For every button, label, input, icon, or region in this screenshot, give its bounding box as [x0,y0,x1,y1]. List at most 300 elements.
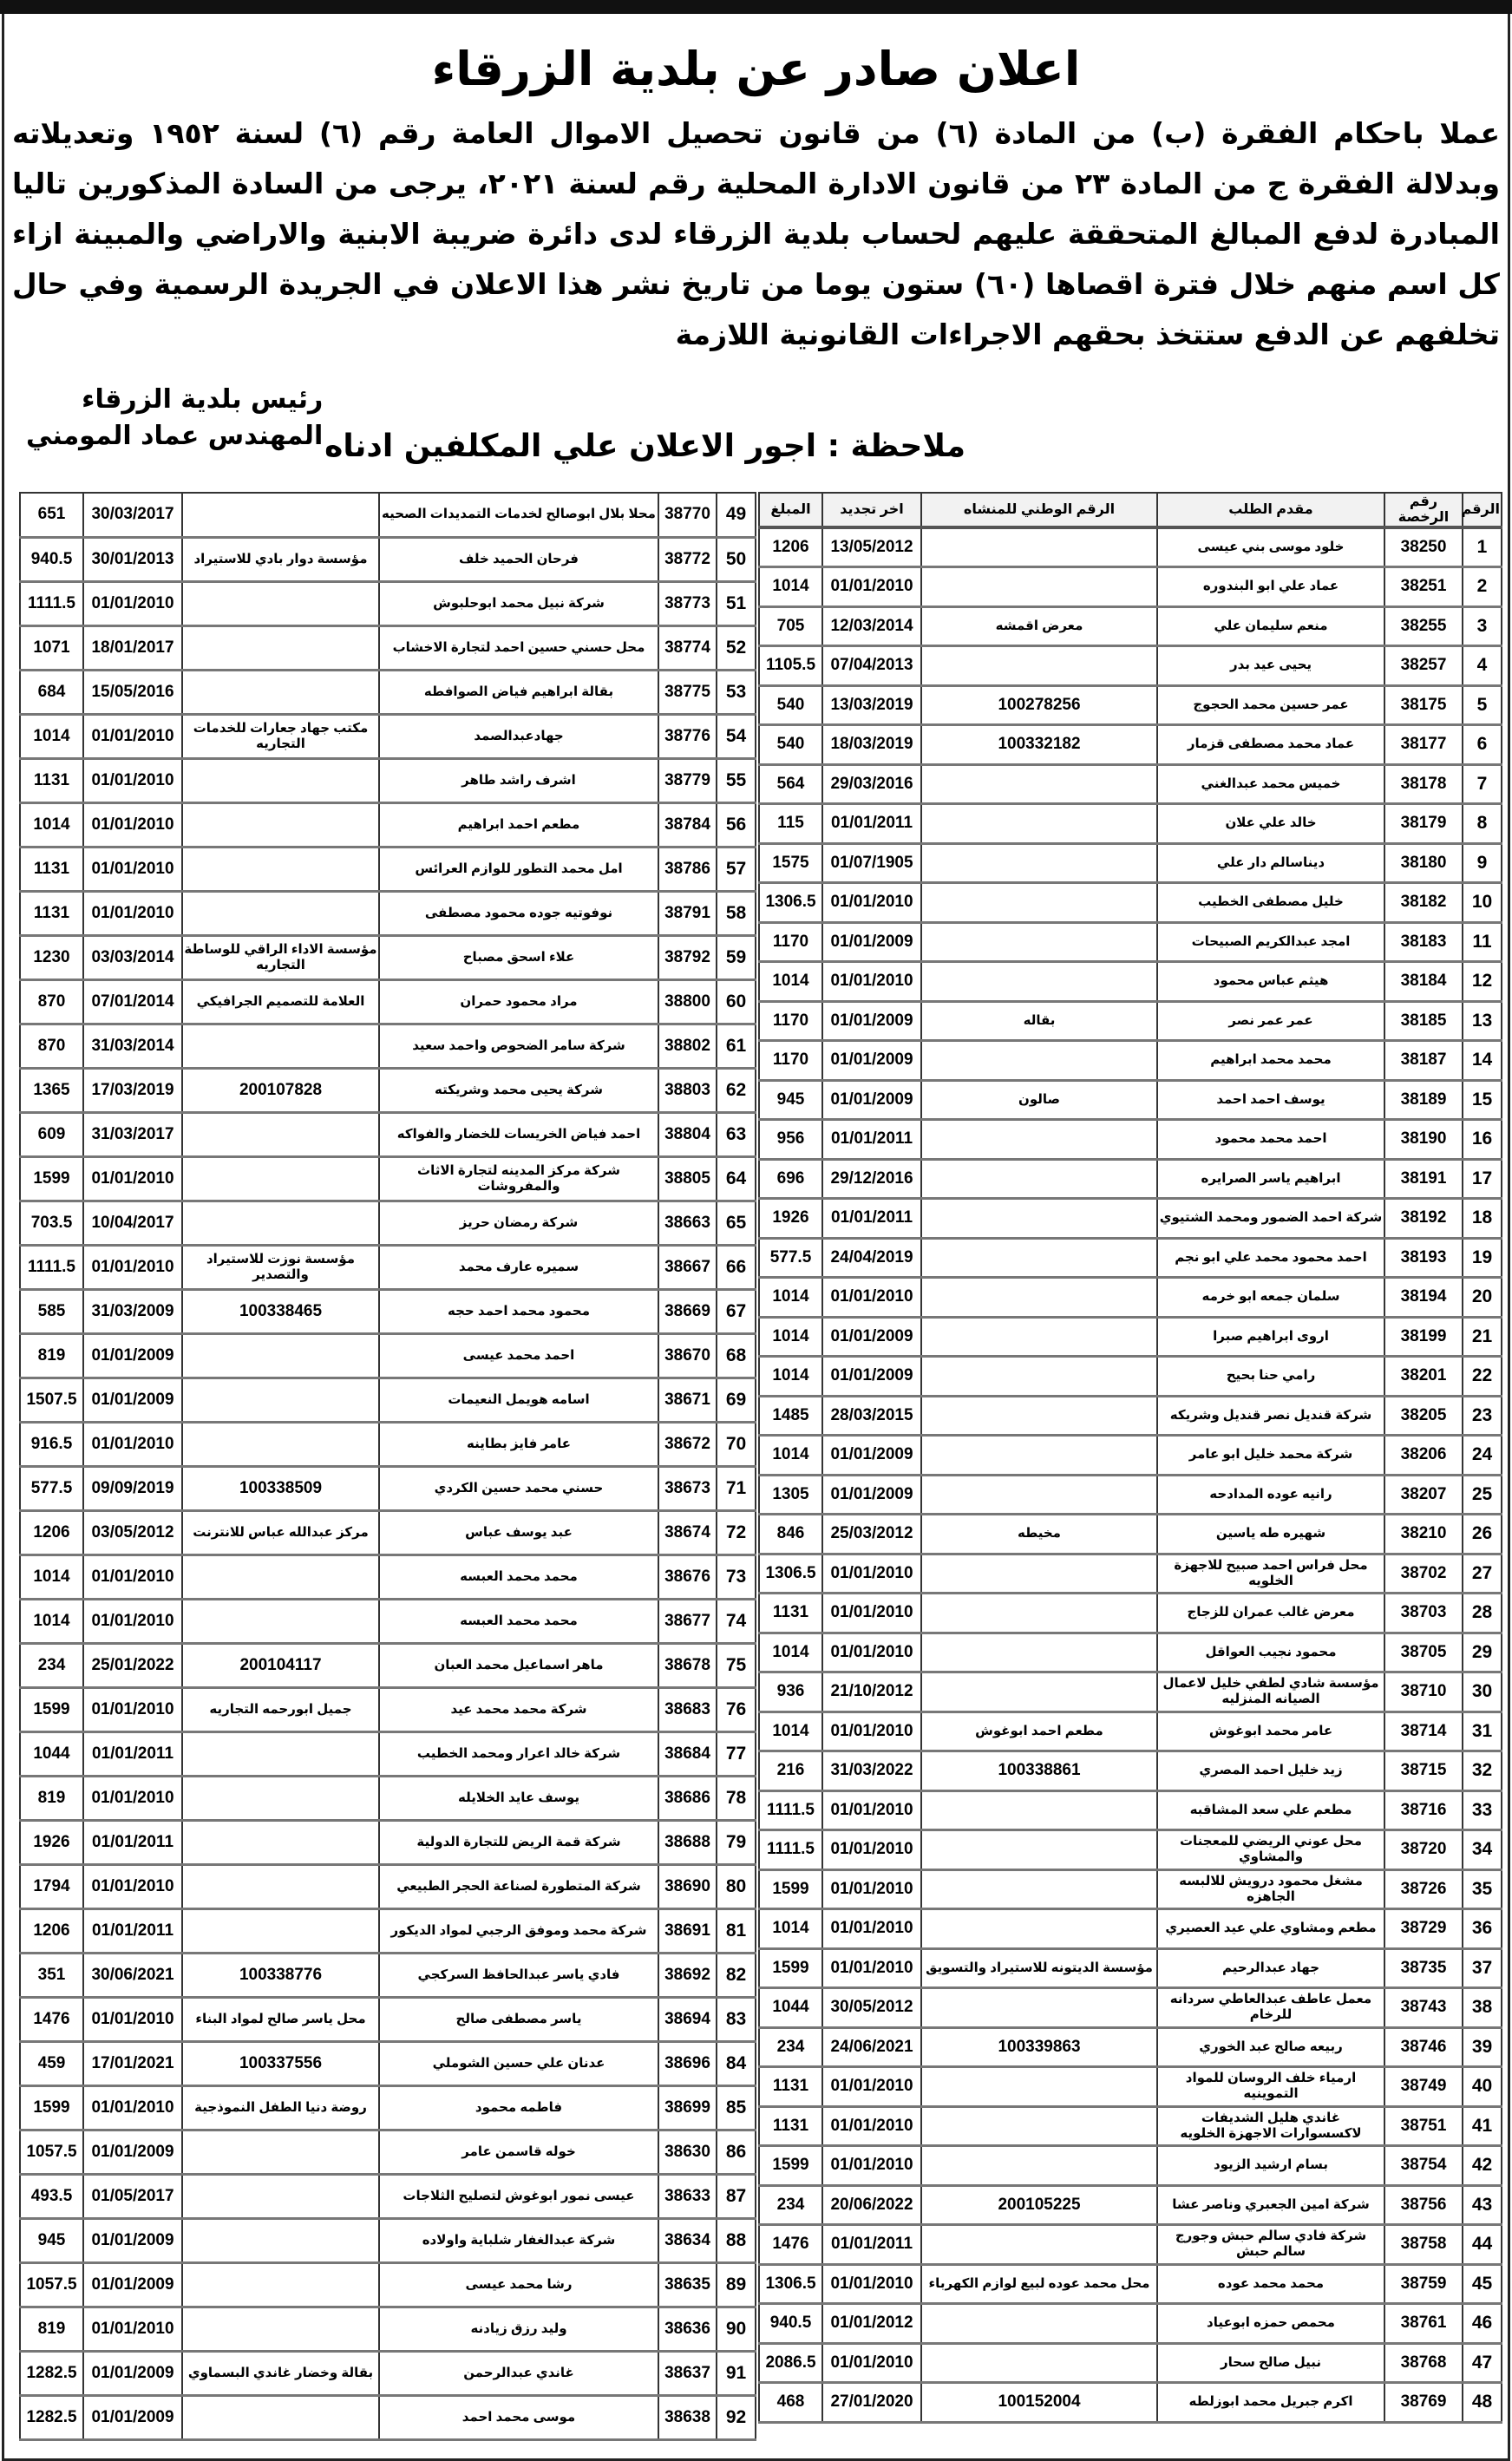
applicant-name-cell: جهاد عبدالرحيم [1157,1948,1384,1988]
last-renewal-cell: 01/01/2010 [83,2085,182,2130]
applicant-name-cell: ارمياء خلف الروسان للمواد التموينيه [1157,2067,1384,2107]
applicant-name-cell: زيد خليل احمد المصري [1157,1751,1384,1791]
amount-cell: 234 [20,1643,83,1687]
last-renewal-cell: 01/01/2010 [822,1554,921,1594]
last-renewal-cell: 17/03/2019 [83,1068,182,1112]
license-number-cell: 38803 [658,1068,717,1112]
row-number-cell: 13 [1463,1001,1502,1041]
row-number-cell: 59 [717,935,756,979]
license-number-cell: 38630 [658,2130,717,2174]
applicant-name-cell: معمل عاطف عبدالعاطي سردانه للرخام [1157,1988,1384,2028]
national-id-cell: 100337556 [182,2041,379,2085]
table-row [20,2351,756,2395]
license-number-cell: 38175 [1384,685,1463,725]
applicant-name-cell: موسى محمد احمد [379,2395,658,2439]
table-row [20,1953,756,1997]
last-renewal-cell: 25/01/2022 [83,1643,182,1687]
table-row [759,1633,1502,1672]
table-row [20,1864,756,1908]
amount-cell: 1014 [759,1357,822,1397]
applicant-name-cell: رانيه عوده المدادحه [1157,1475,1384,1515]
national-id-cell [182,2130,379,2174]
national-id-cell: مؤسسة دوار بادي للاستيراد [182,537,379,581]
last-renewal-cell: 27/01/2020 [822,2383,921,2423]
last-renewal-cell: 31/03/2014 [83,1024,182,1068]
row-number-cell: 45 [1463,2264,1502,2304]
signature-title: رئيس بلدية الزرقاء [82,384,324,415]
row-number-cell: 43 [1463,2185,1502,2225]
license-number-cell: 38636 [658,2307,717,2351]
amount-cell: 1599 [759,1869,822,1909]
table-row [20,758,756,802]
applicant-name-cell: محل عوني الريضي للمعجنات والمشاوي [1157,1830,1384,1870]
national-id-cell: بقاله [921,1001,1157,1041]
amount-cell: 577.5 [20,1466,83,1510]
table-row [759,1869,1502,1909]
last-renewal-cell: 01/01/2009 [822,1475,921,1515]
national-id-cell [921,527,1157,567]
amount-cell: 1206 [759,527,822,567]
table-row [759,2067,1502,2107]
national-id-cell: 200105225 [921,2185,1157,2225]
applicant-name-cell: بسام ارشيد الزيود [1157,2146,1384,2186]
applicant-name-cell: احمد محمد محمود [1157,1120,1384,1160]
national-id-cell: مؤسسة الاداء الراقي للوساطة التجاريه [182,935,379,979]
applicant-name-cell: خوله قاسمن عامر [379,2130,658,2174]
last-renewal-cell: 15/05/2016 [83,670,182,714]
table-row [759,1120,1502,1160]
national-id-cell [921,764,1157,804]
license-number-cell: 38802 [658,1024,717,1068]
last-renewal-cell: 18/03/2019 [822,725,921,765]
amount-cell: 1111.5 [20,581,83,625]
last-renewal-cell: 01/01/2010 [822,1948,921,1988]
row-number-cell: 25 [1463,1475,1502,1515]
amount-cell: 1044 [20,1731,83,1776]
table-row [20,847,756,891]
row-number-cell: 55 [717,758,756,802]
row-number-cell: 77 [717,1731,756,1776]
table-row [759,685,1502,725]
applicant-name-cell: وليد رزق زيادنه [379,2307,658,2351]
amount-cell: 651 [20,493,83,537]
amount-cell: 234 [759,2185,822,2225]
applicant-name-cell: هيثم عباس محمود [1157,962,1384,1002]
table-row [759,2185,1502,2225]
amount-cell: 351 [20,1953,83,1997]
table-row [20,493,756,537]
national-id-cell [182,1908,379,1953]
license-number-cell: 38683 [658,1687,717,1731]
last-renewal-cell: 01/01/2010 [822,2343,921,2383]
applicant-name-cell: عمر عمر نصر [1157,1001,1384,1041]
national-id-cell [182,1864,379,1908]
amount-cell: 1014 [759,567,822,607]
row-number-cell: 84 [717,2041,756,2085]
license-number-cell: 38703 [1384,1594,1463,1633]
applicant-name-cell: شركة سامر الضحوص واحمد سعيد [379,1024,658,1068]
national-id-cell [921,1238,1157,1278]
row-number-cell: 92 [717,2395,756,2439]
applicant-name-cell: اسامه هويمل النعيمات [379,1378,658,1422]
license-number-cell: 38792 [658,935,717,979]
applicant-name-cell: غاندي هليل الشديفات لاكسسوارات الاجهزة الخلويه [1157,2106,1384,2146]
row-number-cell: 87 [717,2174,756,2218]
row-number-cell: 44 [1463,2225,1502,2265]
table-row [759,843,1502,883]
table-row [20,1908,756,1953]
national-id-cell [921,1159,1157,1199]
last-renewal-cell: 28/03/2015 [822,1396,921,1436]
license-number-cell: 38702 [1384,1554,1463,1594]
row-number-cell: 67 [717,1289,756,1333]
last-renewal-cell: 07/04/2013 [822,646,921,686]
row-number-cell: 23 [1463,1396,1502,1436]
license-number-cell: 38191 [1384,1159,1463,1199]
national-id-cell: مؤسسة نوزت للاستيراد والتصدير [182,1245,379,1289]
amount-cell: 945 [20,2218,83,2262]
national-id-cell [921,1909,1157,1949]
amount-cell: 1131 [20,891,83,935]
row-number-cell: 7 [1463,764,1502,804]
row-number-cell: 81 [717,1908,756,1953]
national-id-cell: بقالة وخضار غاندي البسماوي [182,2351,379,2395]
amount-cell: 1599 [759,2146,822,2186]
amount-cell: 1794 [20,1864,83,1908]
applicant-name-cell: شركة نبيل محمد ابوحلبوش [379,581,658,625]
table-row [759,1396,1502,1436]
license-number-cell: 38772 [658,537,717,581]
row-number-cell: 80 [717,1864,756,1908]
row-number-cell: 76 [717,1687,756,1731]
amount-cell: 577.5 [759,1238,822,1278]
national-id-cell [921,1633,1157,1672]
national-id-cell [921,646,1157,686]
row-number-cell: 16 [1463,1120,1502,1160]
applicant-name-cell: عماد علي ابو البندوره [1157,567,1384,607]
amount-cell: 819 [20,1776,83,1820]
national-id-cell: صالون [921,1080,1157,1120]
last-renewal-cell: 01/01/2009 [83,1333,182,1378]
row-number-cell: 26 [1463,1515,1502,1554]
applicant-name-cell: فادي ياسر عبدالحافظ السركجي [379,1953,658,1997]
national-id-cell [921,1830,1157,1870]
amount-cell: 1044 [759,1988,822,2028]
license-number-cell: 38187 [1384,1041,1463,1081]
table-row [20,1245,756,1289]
national-id-cell: روضة دنيا الطفل النموذجية [182,2085,379,2130]
license-number-cell: 38746 [1384,2027,1463,2067]
amount-cell: 936 [759,1672,822,1712]
last-renewal-cell: 01/01/2010 [83,1599,182,1643]
amount-cell: 585 [20,1289,83,1333]
amount-cell: 1170 [759,922,822,962]
national-id-cell: محل ياسر صالح لمواد البناء [182,1997,379,2041]
table-row [20,1156,756,1201]
license-number-cell: 38250 [1384,527,1463,567]
table-row [759,1199,1502,1239]
amount-cell: 493.5 [20,2174,83,2218]
national-id-cell [182,847,379,891]
national-id-cell [182,1378,379,1422]
license-number-cell: 38776 [658,714,717,758]
row-number-cell: 33 [1463,1790,1502,1830]
last-renewal-cell: 01/01/2009 [822,922,921,962]
last-renewal-cell: 01/01/2012 [822,2304,921,2344]
license-number-cell: 38193 [1384,1238,1463,1278]
license-number-cell: 38637 [658,2351,717,2395]
row-number-cell: 53 [717,670,756,714]
license-number-cell: 38635 [658,2262,717,2307]
table-row [759,883,1502,923]
applicant-name-cell: اشرف راشد طاهر [379,758,658,802]
applicant-name-cell: عمر حسين محمد الحجوج [1157,685,1384,725]
license-number-cell: 38672 [658,1422,717,1466]
amount-cell: 1306.5 [759,883,822,923]
national-id-cell [921,883,1157,923]
last-renewal-cell: 01/01/2009 [83,2262,182,2307]
amount-cell: 1071 [20,625,83,670]
applicant-name-cell: علاء اسحق مصباح [379,935,658,979]
signature-name: المهندس عماد المومني [26,421,324,451]
amount-cell: 216 [759,1751,822,1791]
table-row [20,1422,756,1466]
amount-cell: 819 [20,1333,83,1378]
last-renewal-cell: 01/01/2010 [83,891,182,935]
license-number-cell: 38688 [658,1820,717,1864]
national-id-cell [182,1156,379,1201]
last-renewal-cell: 12/03/2014 [822,606,921,646]
applicant-name-cell: محمود محمد احمد حجه [379,1289,658,1333]
table-row [759,1001,1502,1041]
applicant-name-cell: احمد محمود محمد علي ابو نجم [1157,1238,1384,1278]
applicant-name-cell: مطعم ومشاوي علي عيد العصيري [1157,1909,1384,1949]
national-id-cell: مؤسسة الديتونه للاستيراد والتسويق [921,1948,1157,1988]
national-id-cell [921,1199,1157,1239]
table-row [20,1378,756,1422]
applicant-name-cell: غاندي عبدالرحمن [379,2351,658,2395]
applicant-name-cell: شركة محمد محمد عيد [379,1687,658,1731]
national-id-cell [182,1599,379,1643]
license-number-cell: 38786 [658,847,717,891]
applicant-name-cell: شركة قنديل نصر قنديل وشريكه [1157,1396,1384,1436]
last-renewal-cell: 01/01/2010 [822,1278,921,1318]
amount-cell: 1282.5 [20,2351,83,2395]
applicant-name-cell: مطعم علي سعد المشاقبه [1157,1790,1384,1830]
applicant-name-cell: شركة قمة الريض للتجارة الدولية [379,1820,658,1864]
col-header-license: رقم الرخصة [1384,493,1463,527]
amount-cell: 819 [20,2307,83,2351]
amount-cell: 468 [759,2383,822,2423]
license-number-cell: 38691 [658,1908,717,1953]
national-id-cell [921,1357,1157,1397]
table-row [20,802,756,847]
row-number-cell: 51 [717,581,756,625]
amount-cell: 1476 [20,1997,83,2041]
row-number-cell: 78 [717,1776,756,1820]
applicant-name-cell: شركة محمد وموفق الرجبي لمواد الديكور [379,1908,658,1953]
row-number-cell: 47 [1463,2343,1502,2383]
applicant-name-cell: شركة خالد اعرار ومحمد الخطيب [379,1731,658,1776]
amount-cell: 1170 [759,1041,822,1081]
national-id-cell [921,1790,1157,1830]
amount-cell: 940.5 [20,537,83,581]
license-number-cell: 38684 [658,1731,717,1776]
national-id-cell [921,567,1157,607]
amount-cell: 1599 [759,1948,822,1988]
national-id-cell [182,2395,379,2439]
applicant-name-cell: ربيعه صالح عبد الخوري [1157,2027,1384,2067]
license-number-cell: 38699 [658,2085,717,2130]
national-id-cell: 100338861 [921,1751,1157,1791]
applicant-name-cell: فرحان الحميد خلف [379,537,658,581]
national-id-cell [182,2307,379,2351]
license-number-cell: 38184 [1384,962,1463,1002]
row-number-cell: 65 [717,1201,756,1245]
applicant-name-cell: محمد محمد العبسه [379,1554,658,1599]
license-number-cell: 38207 [1384,1475,1463,1515]
national-id-cell [921,1041,1157,1081]
last-renewal-cell: 01/01/2010 [83,758,182,802]
license-number-cell: 38791 [658,891,717,935]
last-renewal-cell: 29/03/2016 [822,764,921,804]
row-number-cell: 32 [1463,1751,1502,1791]
row-number-cell: 17 [1463,1159,1502,1199]
row-number-cell: 40 [1463,2067,1502,2107]
last-renewal-cell: 01/01/2010 [822,2067,921,2107]
top-bar [0,0,1512,14]
applicant-name-cell: يوسف احمد احمد [1157,1080,1384,1120]
announcement-title: اعلان صادر عن بلدية الزرقاء [431,42,1081,96]
applicant-name-cell: رشا محمد عيسى [379,2262,658,2307]
applicant-name-cell: فاطمه محمود [379,2085,658,2130]
national-id-cell [182,1112,379,1156]
license-number-cell: 38633 [658,2174,717,2218]
license-number-cell: 38690 [658,1864,717,1908]
license-number-cell: 38190 [1384,1120,1463,1160]
license-number-cell: 38804 [658,1112,717,1156]
signature [26,382,323,455]
row-number-cell: 79 [717,1820,756,1864]
national-id-cell: مركز عبدالله عباس للانترنت [182,1510,379,1554]
row-number-cell: 21 [1463,1317,1502,1357]
national-id-cell: محل محمد عوده لبيع لوازم الكهرباء [921,2264,1157,2304]
national-id-cell: مخيطه [921,1515,1157,1554]
last-renewal-cell: 31/03/2022 [822,1751,921,1791]
national-id-cell: مطعم احمد ابوغوش [921,1712,1157,1751]
amount-cell: 1476 [759,2225,822,2265]
last-renewal-cell: 01/05/2017 [83,2174,182,2218]
national-id-cell [921,1396,1157,1436]
license-number-cell: 38177 [1384,725,1463,765]
table-row [759,962,1502,1002]
amount-cell: 1365 [20,1068,83,1112]
national-id-cell: جميل ابورحمه التجاريه [182,1687,379,1731]
row-number-cell: 85 [717,2085,756,2130]
table-row [759,1357,1502,1397]
license-number-cell: 38716 [1384,1790,1463,1830]
table-row [20,1643,756,1687]
national-id-cell [182,2262,379,2307]
license-number-cell: 38749 [1384,2067,1463,2107]
applicant-name-cell: سلمان جمعه ابو خرمه [1157,1278,1384,1318]
license-number-cell: 38182 [1384,883,1463,923]
table-row [759,1712,1502,1751]
license-number-cell: 38779 [658,758,717,802]
national-id-cell [921,1672,1157,1712]
license-number-cell: 38669 [658,1289,717,1333]
col-header-number: الرقم [1463,493,1502,527]
last-renewal-cell: 01/01/2010 [822,1633,921,1672]
last-renewal-cell: 03/03/2014 [83,935,182,979]
last-renewal-cell: 01/01/2011 [83,1908,182,1953]
applicant-name-cell: شركة امين الجعبري وناصر عشا [1157,2185,1384,2225]
last-renewal-cell: 01/01/2010 [83,847,182,891]
last-renewal-cell: 01/01/2011 [822,1120,921,1160]
amount-cell: 564 [759,764,822,804]
row-number-cell: 70 [717,1422,756,1466]
national-id-cell: 200107828 [182,1068,379,1112]
applicant-name-cell: شركة فادي سالم حبش وجورج سالم حبش [1157,2225,1384,2265]
table-row [759,1080,1502,1120]
applicant-name-cell: حسني محمد حسين الكردي [379,1466,658,1510]
last-renewal-cell: 30/06/2021 [83,1953,182,1997]
applicant-name-cell: شركة عبدالغفار شلباية واولاده [379,2218,658,2262]
last-renewal-cell: 24/04/2019 [822,1238,921,1278]
national-id-cell [921,804,1157,844]
table-row [20,1510,756,1554]
national-id-cell: 100338465 [182,1289,379,1333]
table-row [759,2304,1502,2344]
last-renewal-cell: 01/01/2010 [822,1909,921,1949]
row-number-cell: 31 [1463,1712,1502,1751]
last-renewal-cell: 01/01/2009 [822,1357,921,1397]
applicant-name-cell: شركة محمد خليل ابو عامر [1157,1436,1384,1476]
national-id-cell [182,758,379,802]
last-renewal-cell: 01/01/2010 [83,1554,182,1599]
license-number-cell: 38663 [658,1201,717,1245]
amount-cell: 459 [20,2041,83,2085]
table-row [20,714,756,758]
amount-cell: 1105.5 [759,646,822,686]
license-number-cell: 38743 [1384,1988,1463,2028]
license-number-cell: 38255 [1384,606,1463,646]
national-id-cell [921,1317,1157,1357]
table-row [20,670,756,714]
table-row [20,1289,756,1333]
license-number-cell: 38677 [658,1599,717,1643]
row-number-cell: 63 [717,1112,756,1156]
license-number-cell: 38183 [1384,922,1463,962]
col-header-amount: المبلغ [759,493,822,527]
row-number-cell: 15 [1463,1080,1502,1120]
table-row [759,1830,1502,1870]
applicant-name-cell: جهادعبدالصمد [379,714,658,758]
national-id-cell [921,1120,1157,1160]
row-number-cell: 24 [1463,1436,1502,1476]
applicant-name-cell: ماهر اسماعيل محمد العبان [379,1643,658,1687]
license-number-cell: 38775 [658,670,717,714]
applicant-name-cell: نبيل صالح سحار [1157,2343,1384,2383]
applicant-name-cell: شركة مركز المدينه لتجارة الاثاث والمفروشات [379,1156,658,1201]
amount-cell: 870 [20,1024,83,1068]
applicant-name-cell: احمد محمد عيسى [379,1333,658,1378]
license-number-cell: 38676 [658,1554,717,1599]
national-id-cell [182,1776,379,1820]
license-number-cell: 38705 [1384,1633,1463,1672]
applicant-name-cell: عامر فايز بطاينه [379,1422,658,1466]
amount-cell: 1014 [759,1712,822,1751]
